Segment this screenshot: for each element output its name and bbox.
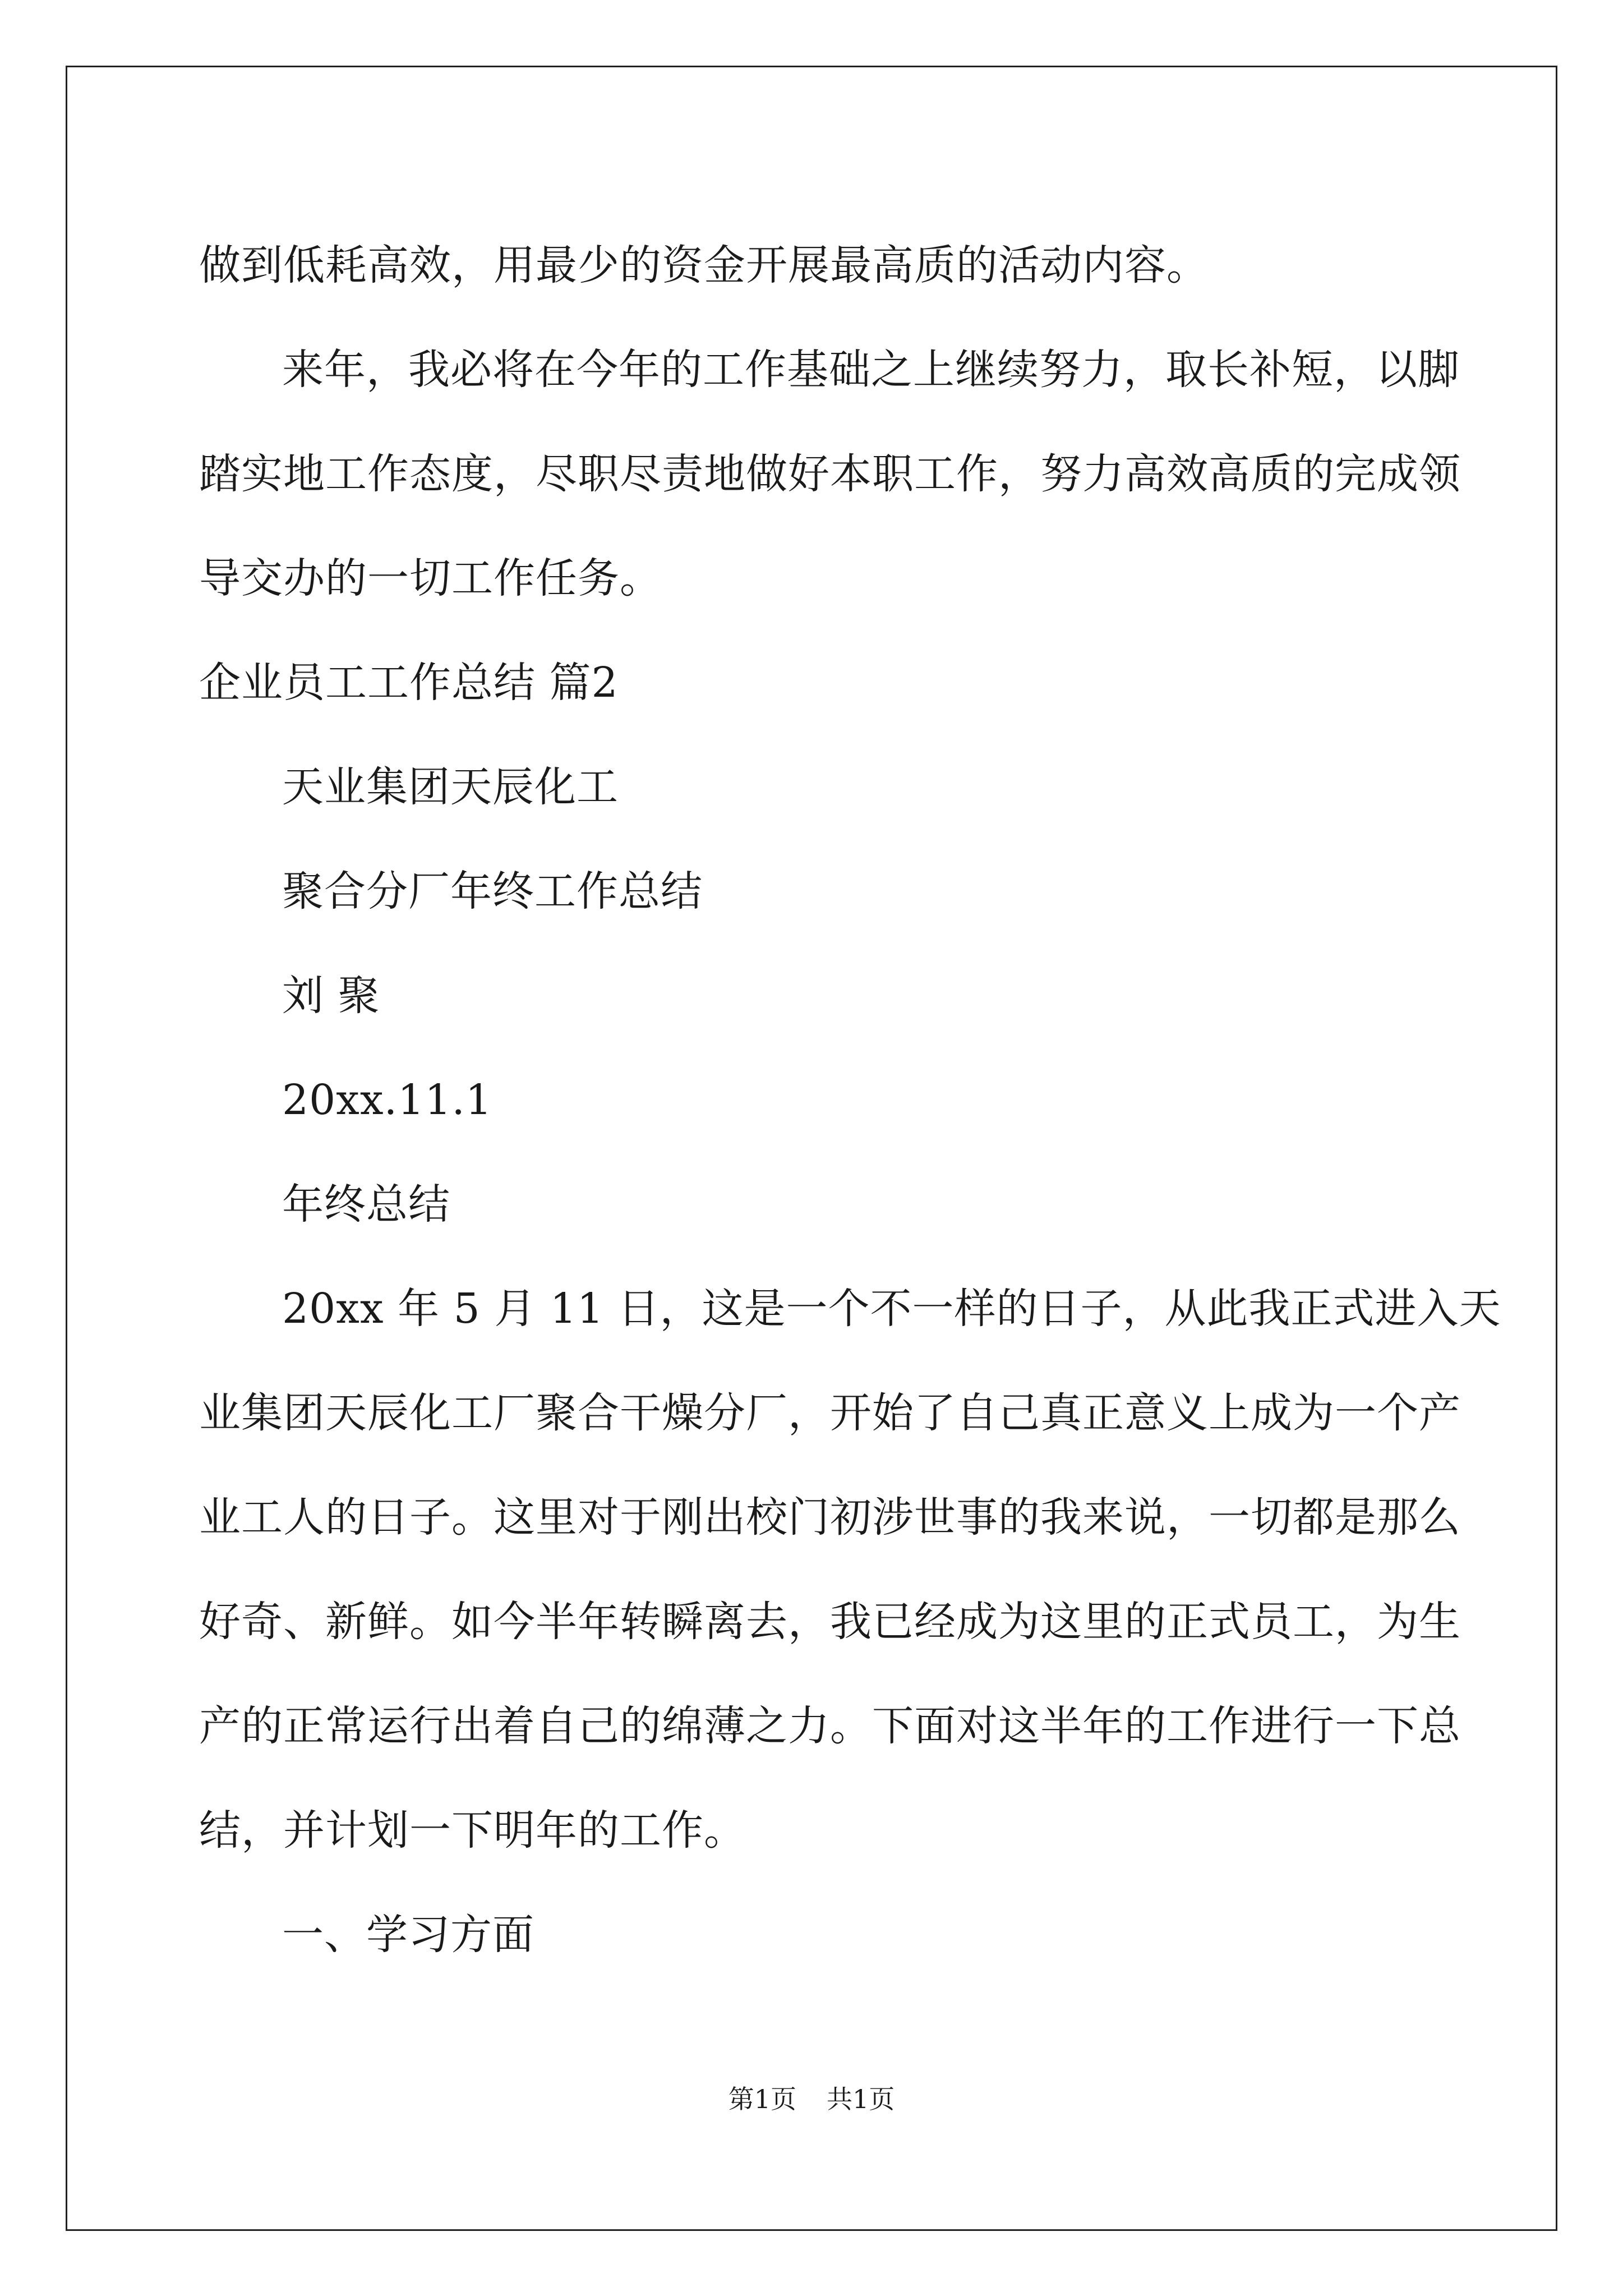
paragraph-line: 导交办的一切工作任务。 bbox=[199, 554, 662, 602]
paragraph-line: 来年，我必将在今年的工作基础之上继续努力，取长补短，以脚 bbox=[282, 346, 1460, 394]
page-footer bbox=[0, 2082, 1623, 2116]
paragraph-line: 结，并计划一下明年的工作。 bbox=[199, 1806, 746, 1855]
subsection-heading: 一、学习方面 bbox=[282, 1911, 534, 1959]
paragraph-line: 业集团天辰化工厂聚合干燥分厂，开始了自己真正意义上成为一个产 bbox=[199, 1389, 1461, 1437]
paragraph-line: 业工人的日子。这里对于刚出校门初涉世事的我来说，一切都是那么 bbox=[199, 1493, 1461, 1542]
author-name: 刘 聚 bbox=[282, 972, 380, 1020]
paragraph-line: 聚合分厂年终工作总结 bbox=[282, 867, 703, 915]
document-body bbox=[199, 213, 1501, 1987]
document-date: 20xx.11.1 bbox=[282, 1076, 492, 1124]
page-total: 共1页 bbox=[827, 2084, 895, 2114]
paragraph-line: 好奇、新鲜。如今半年转瞬离去，我已经成为这里的正式员工，为生 bbox=[199, 1598, 1461, 1646]
paragraph-line: 做到低耗高效，用最少的资金开展最高质的活动内容。 bbox=[199, 241, 1209, 289]
paragraph-line: 天业集团天辰化工 bbox=[282, 763, 619, 811]
paragraph-line: 踏实地工作态度，尽职尽责地做好本职工作，努力高效高质的完成领 bbox=[199, 450, 1461, 498]
paragraph-line: 年终总结 bbox=[282, 1180, 450, 1228]
paragraph-line: 产的正常运行出着自己的绵薄之力。下面对这半年的工作进行一下总 bbox=[199, 1702, 1461, 1750]
paragraph-line: 20xx 年 5 月 11 日，这是一个不一样的日子，从此我正式进入天 bbox=[282, 1285, 1501, 1333]
page-number: 第1页 bbox=[728, 2084, 796, 2114]
section-heading: 企业员工工作总结 篇2 bbox=[199, 659, 619, 707]
